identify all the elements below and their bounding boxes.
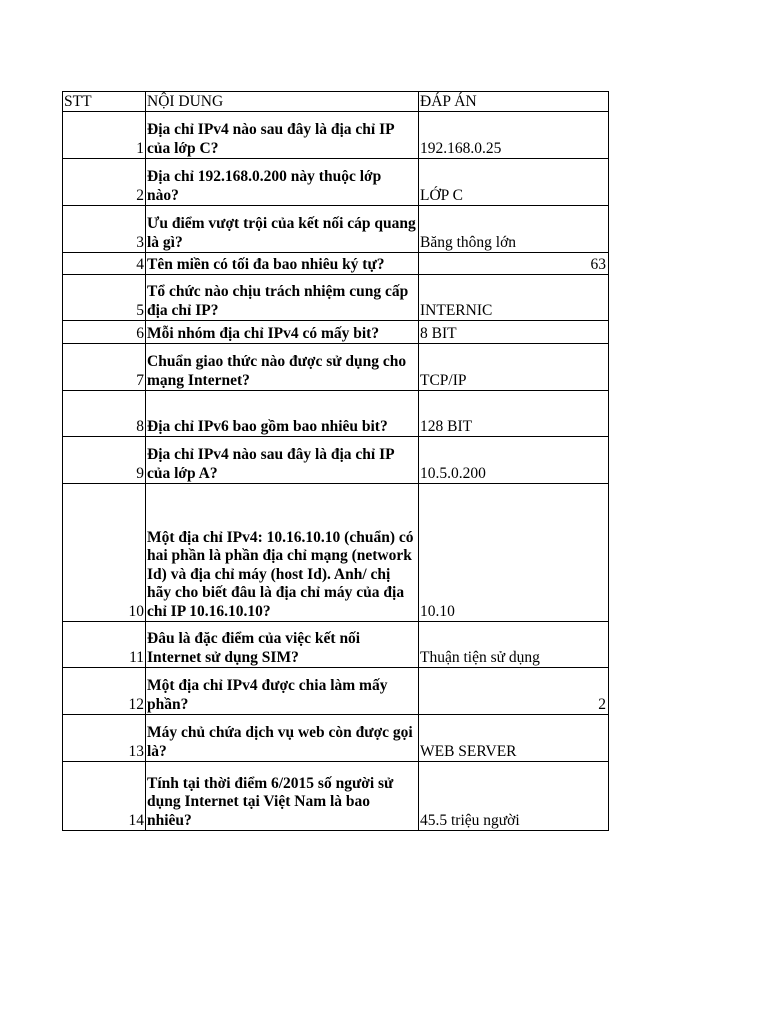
- answer-cell: Băng thông lớn: [419, 206, 609, 253]
- question-cell: Một địa chỉ IPv4 được chia làm mấy phần?: [146, 668, 419, 715]
- question-cell: Tính tại thời điểm 6/2015 số người sử dụng Internet tại Việt Nam là bao nhiêu?: [146, 762, 419, 831]
- table-row: [63, 437, 609, 484]
- row-number: 4: [63, 253, 146, 275]
- table-row: [63, 391, 609, 437]
- question-cell: Một địa chỉ IPv4: 10.16.10.10 (chuẩn) có hai phần là phần địa chỉ mạng (network Id) và địa chỉ máy (host Id). Anh/ chị hãy cho biết đâu là địa chỉ máy của địa chỉ IP 10.16.10.10?: [146, 484, 419, 622]
- question-cell: Địa chỉ IPv6 bao gồm bao nhiêu bit?: [146, 391, 419, 437]
- question-cell: Đâu là đặc điểm của việc kết nối Internet sử dụng SIM?: [146, 622, 419, 668]
- question-cell: Máy chủ chứa dịch vụ web còn được gọi là?: [146, 715, 419, 762]
- row-number: 7: [63, 344, 146, 391]
- answer-cell: TCP/IP: [419, 344, 609, 391]
- question-cell: Địa chỉ IPv4 nào sau đây là địa chỉ IP của lớp A?: [146, 437, 419, 484]
- row-number: 14: [63, 762, 146, 831]
- table-row: [63, 484, 609, 622]
- table-row: [63, 762, 609, 831]
- row-number: 6: [63, 321, 146, 344]
- question-cell: Địa chỉ IPv4 nào sau đây là địa chỉ IP của lớp C?: [146, 112, 419, 159]
- answer-cell: 45.5 triệu người: [419, 762, 609, 831]
- answer-cell: 63: [419, 253, 609, 275]
- row-number: 13: [63, 715, 146, 762]
- answer-cell: 8 BIT: [419, 321, 609, 344]
- question-cell: Chuẩn giao thức nào được sử dụng cho mạng Internet?: [146, 344, 419, 391]
- row-number: 3: [63, 206, 146, 253]
- row-number: 12: [63, 668, 146, 715]
- answer-cell: 10.10: [419, 484, 609, 622]
- answer-cell: 128 BIT: [419, 391, 609, 437]
- answer-cell: 192.168.0.25: [419, 112, 609, 159]
- question-cell: Địa chỉ 192.168.0.200 này thuộc lớp nào?: [146, 159, 419, 206]
- answer-cell: WEB SERVER: [419, 715, 609, 762]
- header-answer: ĐÁP ÁN: [419, 92, 609, 112]
- row-number: 10: [63, 484, 146, 622]
- row-number: 8: [63, 391, 146, 437]
- table-row: [63, 253, 609, 275]
- table-row: [63, 622, 609, 668]
- header-stt: STT: [63, 92, 146, 112]
- table-row: [63, 159, 609, 206]
- answer-cell: Thuận tiện sử dụng: [419, 622, 609, 668]
- answer-cell: LỚP C: [419, 159, 609, 206]
- question-cell: Mỗi nhóm địa chỉ IPv4 có mấy bit?: [146, 321, 419, 344]
- table-row: [63, 344, 609, 391]
- question-cell: Ưu điểm vượt trội của kết nối cáp quang là gì?: [146, 206, 419, 253]
- question-cell: Tên miền có tối đa bao nhiêu ký tự?: [146, 253, 419, 275]
- table-row: [63, 206, 609, 253]
- table-row: [63, 668, 609, 715]
- row-number: 2: [63, 159, 146, 206]
- table-row: [63, 112, 609, 159]
- question-cell: Tổ chức nào chịu trách nhiệm cung cấp địa chỉ IP?: [146, 275, 419, 321]
- table-row: [63, 715, 609, 762]
- answer-cell: 10.5.0.200: [419, 437, 609, 484]
- row-number: 1: [63, 112, 146, 159]
- row-number: 11: [63, 622, 146, 668]
- answer-cell: INTERNIC: [419, 275, 609, 321]
- row-number: 5: [63, 275, 146, 321]
- answer-cell: 2: [419, 668, 609, 715]
- table-row: [63, 275, 609, 321]
- quiz-table: [62, 91, 609, 831]
- header-content: NỘI DUNG: [146, 92, 419, 112]
- table-row: [63, 321, 609, 344]
- table-header-row: [63, 92, 609, 112]
- row-number: 9: [63, 437, 146, 484]
